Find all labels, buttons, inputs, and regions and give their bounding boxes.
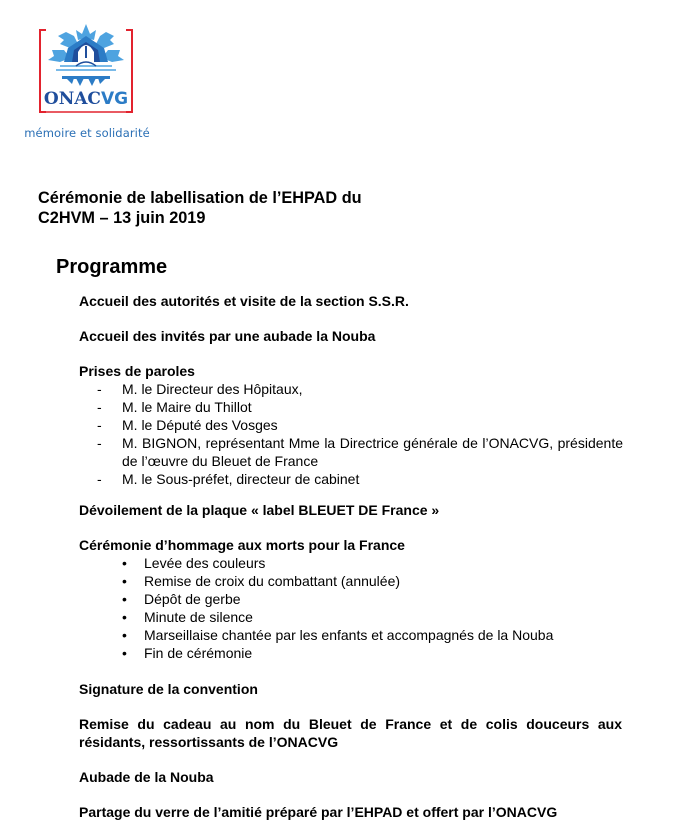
logo-vg-text: VG <box>100 89 129 109</box>
list-item: • Fin de cérémonie <box>122 644 553 662</box>
section-devoilement-plaque: Dévoilement de la plaque « label BLEUET DE France » <box>79 502 440 518</box>
section-ceremonie-hommage: Cérémonie d’hommage aux morts pour la France <box>79 537 405 553</box>
logo-onac-text: ONAC <box>43 89 101 109</box>
speakers-list <box>97 380 623 488</box>
section-accueil-autorites: Accueil des autorités et visite de la section S.S.R. <box>79 293 409 309</box>
ceremony-steps-list <box>122 554 553 662</box>
section-remise-cadeau: Remise du cadeau au nom du Bleuet de France et de colis douceurs aux résidants, ressortissants de l’ONACVG <box>79 716 622 750</box>
list-item: - M. le Maire du Thillot <box>97 398 623 416</box>
list-item: • Minute de silence <box>122 608 553 626</box>
logo-tagline: mémoire et solidarité <box>24 126 150 140</box>
section-aubade-nouba: Aubade de la Nouba <box>79 769 214 785</box>
onacvg-logo <box>22 22 152 144</box>
programme-heading: Programme <box>56 256 168 278</box>
title-line-1: Cérémonie de labellisation de l’EHPAD du <box>38 189 362 207</box>
list-item: • Marseillaise chantée par les enfants et accompagnés de la Nouba <box>122 626 553 644</box>
list-item: - M. le Député des Vosges <box>97 416 623 434</box>
list-item: - M. le Directeur des Hôpitaux, <box>97 380 623 398</box>
title-line-2: C2HVM – 13 juin 2019 <box>38 209 206 227</box>
document-title <box>38 188 438 228</box>
list-item: - M. le Sous-préfet, directeur de cabinet <box>97 470 623 488</box>
list-item: • Remise de croix du combattant (annulée) <box>122 572 553 590</box>
bleuet-emblem-icon <box>38 22 136 120</box>
section-verre-amitie: Partage du verre de l’amitié préparé par l’EHPAD et offert par l’ONACVG <box>79 804 558 820</box>
svg-text:ONACVG <box>44 89 128 109</box>
section-accueil-invites: Accueil des invités par une aubade la Nouba <box>79 328 376 344</box>
list-item: • Dépôt de gerbe <box>122 590 553 608</box>
list-item: - M. BIGNON, représentant Mme la Directrice générale de l’ONACVG, présidente de l’œuvre du Bleuet de France <box>97 434 623 470</box>
section-signature-convention: Signature de la convention <box>79 681 258 697</box>
section-prises-de-paroles: Prises de paroles <box>79 363 195 379</box>
list-item: • Levée des couleurs <box>122 554 553 572</box>
